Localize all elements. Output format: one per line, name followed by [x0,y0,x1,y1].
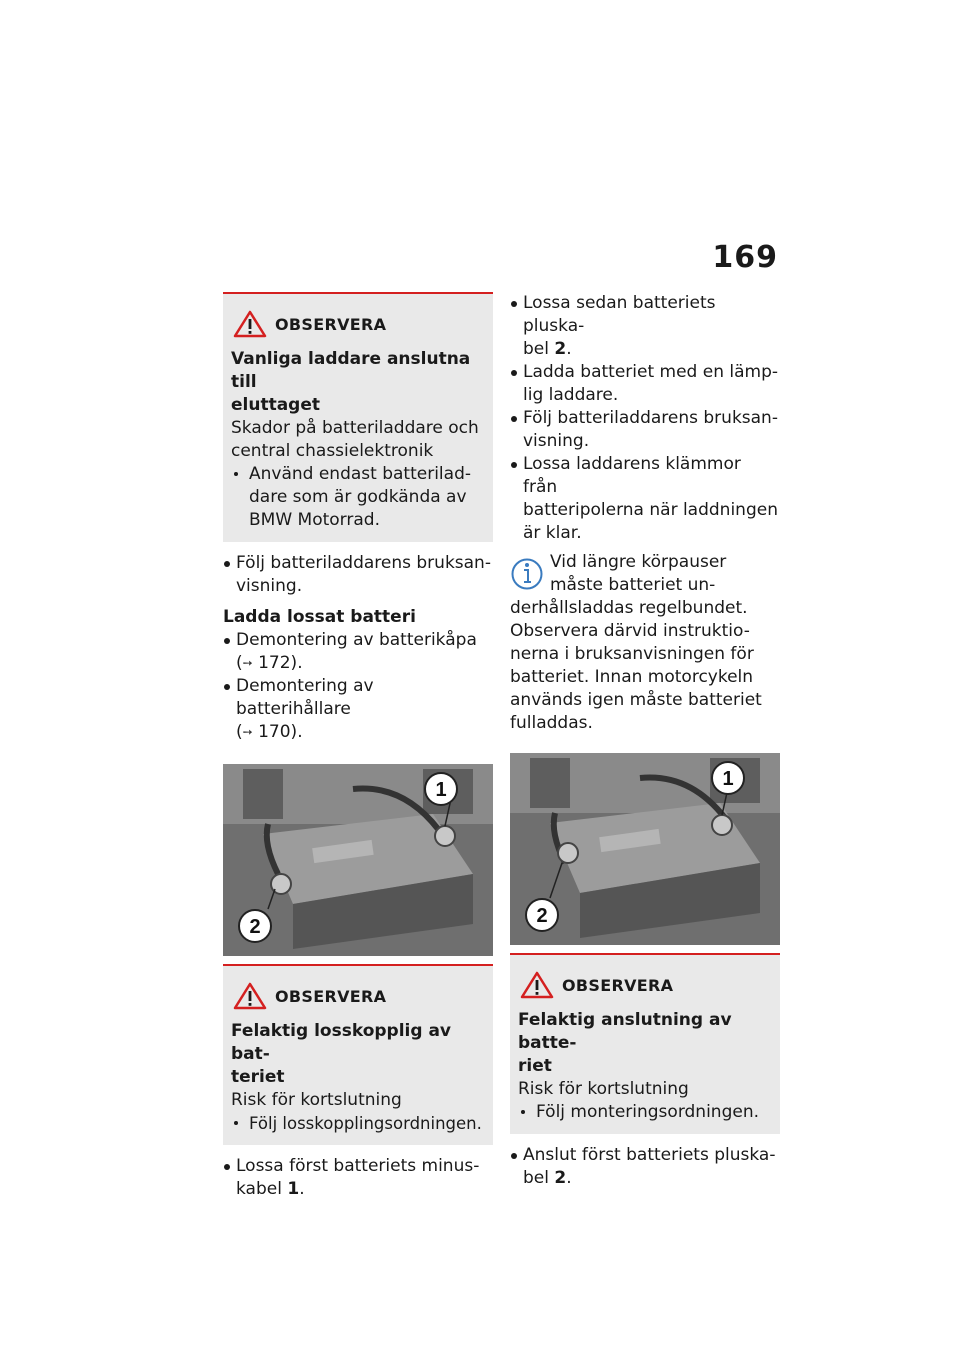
warning-header [233,310,485,338]
info-line: nerna i bruksanvisningen för [510,644,754,664]
warning-heading-line: eluttaget [231,395,321,415]
step-line: Följ batteriladdarens bruksan- [236,553,491,573]
warning-bullet-line: Använd endast batterilad- [249,464,471,484]
step-charge-battery [510,361,780,407]
warning-bullet [231,463,485,532]
figure-label: 2 [536,905,548,927]
step-line: Ladda batteriet med en lämp- [523,362,779,382]
warning-heading [231,348,485,417]
step-disconnect-plus [510,292,780,361]
part-number: 2 [554,1168,567,1188]
step-line: är klar. [523,523,582,543]
info-line: används igen måste batteriet [510,690,762,710]
warning-heading-line: teriet [231,1067,285,1087]
step-disconnect-minus [223,1155,493,1201]
warning-title: OBSERVERA [275,986,387,1006]
info-line: batteriet. Innan motorcykeln [510,667,754,687]
info-line: Vid längre körpauser [550,552,727,572]
step-line: Följ batteriladdarens bruksan- [523,408,778,428]
warning-text-line: central chassielektronik [231,441,434,461]
warning-title: OBSERVERA [562,975,674,995]
reference-text: 170). [258,722,303,742]
reference-text: 172). [258,653,303,673]
reference-arrow-icon: ➙ [242,656,253,670]
step-follow-charger-instructions [510,407,780,453]
warning-triangle-icon [233,310,267,338]
step-line: Demontering av batterihållare [236,676,374,719]
part-number: 1 [287,1179,300,1199]
part-number: 2 [554,339,567,359]
step-line: visning. [236,576,303,596]
step-remove-battery-cover [223,629,493,675]
step-line: bel 2. [523,339,572,359]
warning-box-disconnect [223,964,493,1145]
battery-illustration [223,764,493,956]
warning-heading-line: riet [518,1056,552,1076]
step-line: kabel 1. [236,1179,305,1199]
warning-bullet-line: dare som är godkända av [249,487,467,507]
warning-title: OBSERVERA [275,314,387,334]
step-line: Anslut först batteriets pluska- [523,1145,776,1165]
warning-text-line: Skador på batteriladdare och [231,418,479,438]
step-line: visning. [523,431,590,451]
warning-box-charger [223,292,493,542]
figure-label: 1 [435,779,447,801]
step-line: Demontering av batterikåpa [236,630,477,650]
info-line: Observera därvid instruktio- [510,621,750,641]
info-line: fulladdas. [510,713,593,733]
page-reference[interactable]: (➙ 170). [236,722,303,742]
warning-text: Risk för kortslutning [518,1079,689,1099]
step-remove-battery-holder [223,675,493,744]
warning-heading [518,1009,772,1078]
left-column [223,292,493,1201]
right-column [510,292,780,1190]
section-heading: Ladda lossat batteri [223,607,416,627]
step-remove-clamps [510,453,780,545]
step-line: batteripolerna när laddningen [523,500,778,520]
page-number: 169 [712,240,778,275]
step-line: bel 2. [523,1168,572,1188]
warning-header [520,971,772,999]
warning-triangle-icon [520,971,554,999]
figure-label: 1 [722,768,734,790]
warning-heading [231,1020,485,1089]
warning-triangle-icon [233,982,267,1010]
warning-text: Risk för kortslutning [231,1090,402,1110]
warning-bullet: Följ losskopplingsordningen. [231,1112,485,1135]
figure-label: 2 [249,916,261,938]
page-reference[interactable]: (➙ 172). [236,653,303,673]
step-follow-charger-instructions [223,552,493,598]
info-line: derhållsladdas regelbundet. [510,598,748,618]
battery-figure-left [223,764,493,956]
step-line: lig laddare. [523,385,619,405]
step-line: Lossa först batteriets minus- [236,1156,480,1176]
info-note [510,551,780,735]
warning-bullet-line: BMW Motorrad. [249,510,380,530]
info-line: måste batteriet un- [550,575,716,595]
step-line: Lossa laddarens klämmor från [523,454,741,497]
step-connect-plus [510,1144,780,1190]
reference-arrow-icon: ➙ [242,725,253,739]
warning-heading-line: Felaktig anslutning av batte- [518,1010,732,1053]
warning-heading-line: Felaktig losskopplig av bat- [231,1021,452,1064]
battery-illustration [510,753,780,945]
warning-text [231,417,485,463]
step-line: Lossa sedan batteriets pluska- [523,293,716,336]
battery-figure-right [510,753,780,945]
warning-heading-line: Vanliga laddare anslutna till [231,349,471,392]
warning-bullet: Följ monteringsordningen. [518,1101,772,1124]
info-icon [510,553,544,591]
warning-box-connect [510,953,780,1134]
warning-header [233,982,485,1010]
